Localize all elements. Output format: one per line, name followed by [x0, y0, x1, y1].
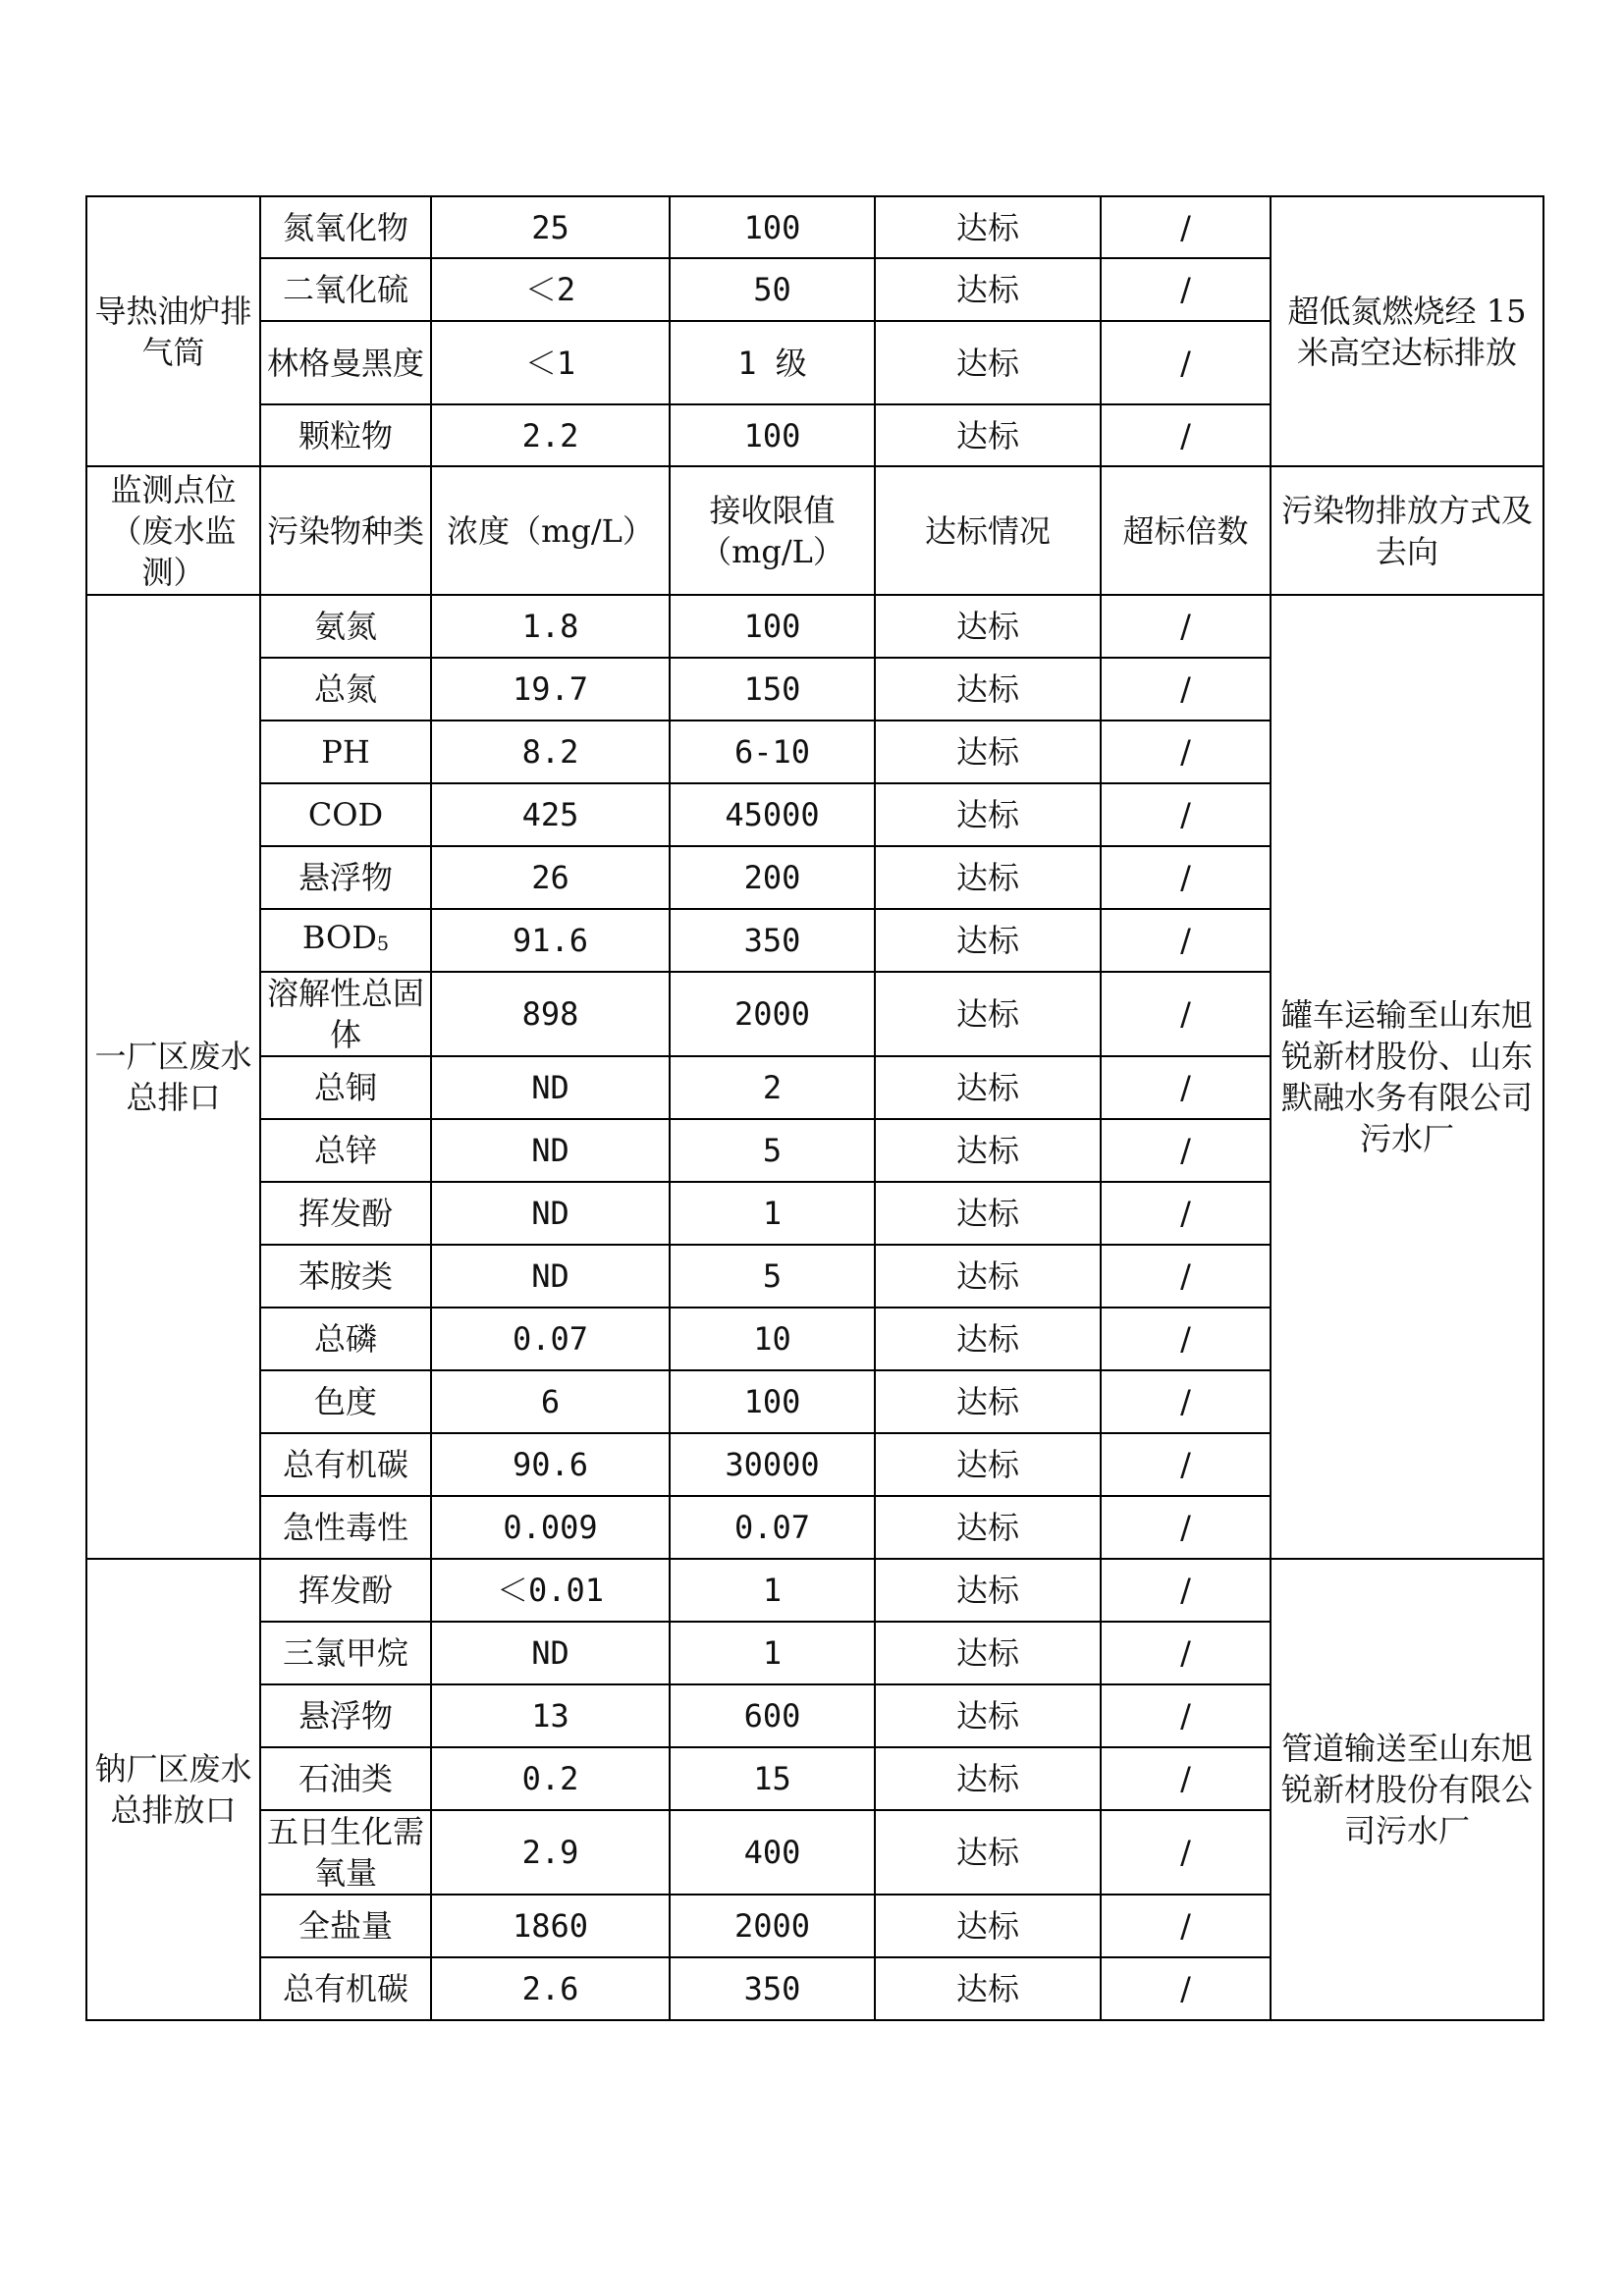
plant1-location: 一厂区废水总排口 — [86, 595, 260, 1559]
compliance-status: 达标 — [875, 972, 1101, 1056]
pollutant-name: 急性毒性 — [260, 1496, 431, 1559]
pollutant-name: 总磷 — [260, 1308, 431, 1370]
pollutant-name: 全盐量 — [260, 1895, 431, 1957]
pollutant-name: 挥发酚 — [260, 1182, 431, 1245]
exceed-multiple: / — [1101, 1245, 1271, 1308]
limit-value: 5 — [670, 1119, 875, 1182]
exceed-multiple: / — [1101, 1684, 1271, 1747]
compliance-status: 达标 — [875, 1182, 1101, 1245]
exhaust-section — [86, 196, 1543, 466]
limit-value: 10 — [670, 1308, 875, 1370]
limit-value: 1 级 — [670, 321, 875, 404]
limit-value: 5 — [670, 1245, 875, 1308]
compliance-status: 达标 — [875, 1433, 1101, 1496]
plant1-row — [86, 595, 1543, 658]
pollutant-name: 二氧化硫 — [260, 258, 431, 321]
exceed-multiple: / — [1101, 846, 1271, 909]
compliance-status: 达标 — [875, 909, 1101, 972]
concentration-value: 13 — [431, 1684, 670, 1747]
compliance-status: 达标 — [875, 404, 1101, 466]
exhaust-row — [86, 196, 1543, 258]
sodium-row — [86, 1559, 1543, 1622]
concentration-value: ND — [431, 1182, 670, 1245]
header-concentration: 浓度（mg/L） — [431, 466, 670, 595]
exceed-multiple: / — [1101, 1810, 1271, 1895]
exhaust-location: 导热油炉排气筒 — [86, 196, 260, 466]
exceed-multiple: / — [1101, 1370, 1271, 1433]
pollutant-name-text: BOD — [301, 918, 377, 956]
exceed-multiple: / — [1101, 321, 1271, 404]
concentration-value: 25 — [431, 196, 670, 258]
compliance-status: 达标 — [875, 1559, 1101, 1622]
compliance-status: 达标 — [875, 1119, 1101, 1182]
pollutant-name: 氨氮 — [260, 595, 431, 658]
exhaust-destination: 超低氮燃烧经 15 米高空达标排放 — [1271, 196, 1543, 466]
concentration-value: 2.6 — [431, 1957, 670, 2020]
wastewater-header-section — [86, 466, 1543, 595]
pollutant-name — [260, 909, 431, 972]
concentration-value: 1860 — [431, 1895, 670, 1957]
concentration-value: 0.2 — [431, 1747, 670, 1810]
exceed-multiple: / — [1101, 1433, 1271, 1496]
pollutant-name: PH — [260, 721, 431, 783]
header-exceed: 超标倍数 — [1101, 466, 1271, 595]
limit-value: 30000 — [670, 1433, 875, 1496]
sodium-location: 钠厂区废水总排放口 — [86, 1559, 260, 2020]
compliance-status: 达标 — [875, 321, 1101, 404]
concentration-value: 8.2 — [431, 721, 670, 783]
concentration-value: 2.2 — [431, 404, 670, 466]
sodium-destination: 管道输送至山东旭锐新材股份有限公司污水厂 — [1271, 1559, 1543, 2020]
limit-value: 6-10 — [670, 721, 875, 783]
pollutant-name: 悬浮物 — [260, 1684, 431, 1747]
concentration-value: 898 — [431, 972, 670, 1056]
concentration-value: ND — [431, 1245, 670, 1308]
limit-value: 350 — [670, 1957, 875, 2020]
limit-value: 100 — [670, 404, 875, 466]
limit-value: 200 — [670, 846, 875, 909]
concentration-value: 2.9 — [431, 1810, 670, 1895]
compliance-status: 达标 — [875, 258, 1101, 321]
concentration-value: 0.07 — [431, 1308, 670, 1370]
exceed-multiple: / — [1101, 1056, 1271, 1119]
pollutant-name: 林格曼黑度 — [260, 321, 431, 404]
exceed-multiple: / — [1101, 1957, 1271, 2020]
plant1-section — [86, 595, 1543, 1559]
exceed-multiple: / — [1101, 1559, 1271, 1622]
exceed-multiple: / — [1101, 658, 1271, 721]
limit-value: 45000 — [670, 783, 875, 846]
pollutant-name: 总有机碳 — [260, 1957, 431, 2020]
concentration-value: ＜0.01 — [431, 1559, 670, 1622]
limit-value: 15 — [670, 1747, 875, 1810]
exceed-multiple: / — [1101, 595, 1271, 658]
concentration-value: 91.6 — [431, 909, 670, 972]
pollutant-name: COD — [260, 783, 431, 846]
sodium-section — [86, 1559, 1543, 2020]
concentration-value: 1.8 — [431, 595, 670, 658]
limit-value: 1 — [670, 1182, 875, 1245]
limit-value: 150 — [670, 658, 875, 721]
compliance-status: 达标 — [875, 1056, 1101, 1119]
pollutant-name: 色度 — [260, 1370, 431, 1433]
header-location: 监测点位（废水监测） — [86, 466, 260, 595]
compliance-status: 达标 — [875, 783, 1101, 846]
exceed-multiple: / — [1101, 1622, 1271, 1684]
exceed-multiple: / — [1101, 1119, 1271, 1182]
header-destination: 污染物排放方式及去向 — [1271, 466, 1543, 595]
concentration-value: 425 — [431, 783, 670, 846]
pollutant-name: 三氯甲烷 — [260, 1622, 431, 1684]
compliance-status: 达标 — [875, 595, 1101, 658]
compliance-status: 达标 — [875, 1895, 1101, 1957]
pollutant-name: 石油类 — [260, 1747, 431, 1810]
pollutant-name: 溶解性总固体 — [260, 972, 431, 1056]
limit-value: 100 — [670, 196, 875, 258]
concentration-value: ND — [431, 1119, 670, 1182]
limit-value: 350 — [670, 909, 875, 972]
pollutant-name: 总锌 — [260, 1119, 431, 1182]
compliance-status: 达标 — [875, 721, 1101, 783]
header-limit: 接收限值（mg/L） — [670, 466, 875, 595]
limit-value: 600 — [670, 1684, 875, 1747]
concentration-value: 6 — [431, 1370, 670, 1433]
concentration-value: 26 — [431, 846, 670, 909]
concentration-value: ＜2 — [431, 258, 670, 321]
compliance-status: 达标 — [875, 1496, 1101, 1559]
compliance-status: 达标 — [875, 1810, 1101, 1895]
monitoring-results-table — [85, 195, 1544, 2021]
exceed-multiple: / — [1101, 1895, 1271, 1957]
exceed-multiple: / — [1101, 1308, 1271, 1370]
concentration-value: ND — [431, 1622, 670, 1684]
exceed-multiple: / — [1101, 1496, 1271, 1559]
compliance-status: 达标 — [875, 1622, 1101, 1684]
exceed-multiple: / — [1101, 258, 1271, 321]
limit-value: 1 — [670, 1559, 875, 1622]
exceed-multiple: / — [1101, 196, 1271, 258]
compliance-status: 达标 — [875, 196, 1101, 258]
compliance-status: 达标 — [875, 1684, 1101, 1747]
compliance-status: 达标 — [875, 1370, 1101, 1433]
wastewater-header-row — [86, 466, 1543, 595]
exceed-multiple: / — [1101, 721, 1271, 783]
plant1-destination: 罐车运输至山东旭锐新材股份、山东默融水务有限公司污水厂 — [1271, 595, 1543, 1559]
compliance-status: 达标 — [875, 1245, 1101, 1308]
concentration-value: 90.6 — [431, 1433, 670, 1496]
concentration-value: ND — [431, 1056, 670, 1119]
pollutant-name: 总氮 — [260, 658, 431, 721]
compliance-status: 达标 — [875, 1747, 1101, 1810]
limit-value: 2000 — [670, 1895, 875, 1957]
pollutant-name: 氮氧化物 — [260, 196, 431, 258]
limit-value: 100 — [670, 595, 875, 658]
limit-value: 1 — [670, 1622, 875, 1684]
compliance-status: 达标 — [875, 658, 1101, 721]
exceed-multiple: / — [1101, 1747, 1271, 1810]
exceed-multiple: / — [1101, 909, 1271, 972]
compliance-status: 达标 — [875, 1957, 1101, 2020]
compliance-status: 达标 — [875, 1308, 1101, 1370]
header-pollutant: 污染物种类 — [260, 466, 431, 595]
pollutant-subscript: 5 — [376, 932, 390, 955]
header-status: 达标情况 — [875, 466, 1101, 595]
exceed-multiple: / — [1101, 972, 1271, 1056]
limit-value: 400 — [670, 1810, 875, 1895]
exceed-multiple: / — [1101, 404, 1271, 466]
limit-value: 2 — [670, 1056, 875, 1119]
pollutant-name: 挥发酚 — [260, 1559, 431, 1622]
pollutant-name: 五日生化需氧量 — [260, 1810, 431, 1895]
concentration-value: ＜1 — [431, 321, 670, 404]
limit-value: 2000 — [670, 972, 875, 1056]
pollutant-name: 颗粒物 — [260, 404, 431, 466]
limit-value: 100 — [670, 1370, 875, 1433]
pollutant-name: 苯胺类 — [260, 1245, 431, 1308]
concentration-value: 19.7 — [431, 658, 670, 721]
limit-value: 50 — [670, 258, 875, 321]
pollutant-name: 悬浮物 — [260, 846, 431, 909]
pollutant-name: 总铜 — [260, 1056, 431, 1119]
concentration-value: 0.009 — [431, 1496, 670, 1559]
limit-value: 0.07 — [670, 1496, 875, 1559]
pollutant-name: 总有机碳 — [260, 1433, 431, 1496]
exceed-multiple: / — [1101, 783, 1271, 846]
exceed-multiple: / — [1101, 1182, 1271, 1245]
compliance-status: 达标 — [875, 846, 1101, 909]
